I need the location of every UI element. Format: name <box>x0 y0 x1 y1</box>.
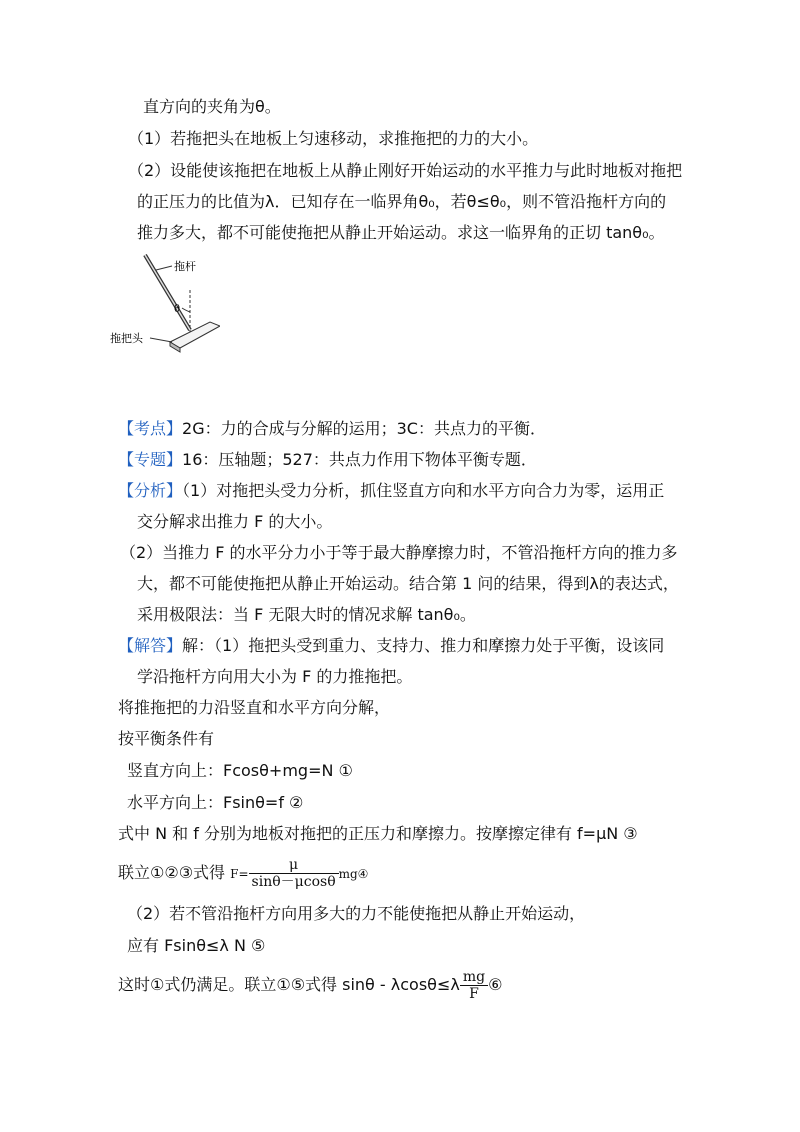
question-1: （1）若拖把头在地板上匀速移动，求推拖把的力的大小。 <box>128 129 539 148</box>
fenxi-line-3: （2）当推力 F 的水平分力小于等于最大静摩擦力时，不管沿拖杆方向的推力多 <box>120 543 678 562</box>
jieda-line-9: （2）若不管沿拖杆方向用多大的力不能使拖把从静止开始运动， <box>127 904 586 923</box>
zhuanti-tag: 【专题】 <box>118 450 183 469</box>
question-2-line-3: 推力多大，都不可能使拖把从静止开始运动。求这一临界角的正切 tanθ₀。 <box>137 223 665 242</box>
fenxi-line-2: 交分解求出推力 F 的大小。 <box>137 512 333 531</box>
angle-arc <box>182 308 190 312</box>
jieda-line-11 <box>118 965 502 1005</box>
mop-diagram-svg <box>110 250 220 365</box>
fenxi-line-5: 采用极限法：当 F 无限大时的情况求解 tanθ₀。 <box>137 605 476 624</box>
jieda-line-8-pre: 联立①②③式得 <box>118 863 226 882</box>
kaodian-tag: 【考点】 <box>118 419 183 438</box>
question-2-line-2: 的正压力的比值为λ．已知存在一临界角θ₀，若θ≤θ₀，则不管沿拖杆方向的 <box>137 192 667 211</box>
question-2-line-1: （2）设能使该拖把在地板上从静止刚好开始运动的水平推力与此时地板对拖把 <box>128 161 683 180</box>
label-rod: 拖杆 <box>174 260 196 273</box>
formula-2-denominator: F <box>469 986 479 1002</box>
label-head: 拖把头 <box>110 332 143 345</box>
formula-fraction-2 <box>460 969 488 1002</box>
fenxi-line-4: 大，都不可能使拖把从静止开始运动。结合第 1 问的结果，得到λ的表达式， <box>137 574 679 593</box>
label-angle: θ <box>174 304 181 315</box>
fenxi-line-1 <box>118 480 664 502</box>
mop-head <box>170 322 220 348</box>
jieda-line-1 <box>118 635 664 657</box>
problem-line-1: 直方向的夹角为θ。 <box>143 97 281 116</box>
jieda-line-7: 式中 N 和 f 分别为地板对拖把的正压力和摩擦力。按摩擦定律有 f=μN ③ <box>118 824 638 843</box>
formula-2-post: ⑥ <box>488 975 503 994</box>
formula-f-lhs: F= <box>230 867 249 881</box>
zhuanti-text: 16：压轴题；527：共点力作用下物体平衡专题． <box>182 450 537 469</box>
jieda-line-2: 学沿拖杆方向用大小为 F 的力推拖把。 <box>137 667 413 686</box>
formula-1-post: mg④ <box>338 867 369 881</box>
fenxi-text-1: （1）对拖把头受力分析，抓住竖直方向和水平方向合力为零，运用正 <box>182 481 665 500</box>
jieda-line-6: 水平方向上：Fsinθ=f ② <box>127 793 304 812</box>
formula-1-numerator: μ <box>249 857 339 874</box>
jieda-tag: 【解答】 <box>118 636 183 655</box>
formula-1-denominator: sinθ－μcosθ <box>251 874 336 890</box>
jieda-line-10: 应有 Fsinθ≤λ N ⑤ <box>127 936 266 955</box>
kaodian-text: 2G：力的合成与分解的运用；3C：共点力的平衡． <box>182 419 546 438</box>
fenxi-tag: 【分析】 <box>118 481 183 500</box>
head-leader-line <box>150 338 172 342</box>
jieda-line-4: 按平衡条件有 <box>118 729 215 748</box>
jieda-line-3: 将推拖把的力沿竖直和水平方向分解， <box>118 698 391 717</box>
jieda-line-5: 竖直方向上：Fcosθ+mg=N ① <box>127 761 353 780</box>
jieda-line-11-pre: 这时①式仍满足。联立①⑤式得 sinθ - λcosθ≤λ <box>118 975 460 994</box>
formula-2-numerator: mg <box>460 969 488 986</box>
kaodian-line <box>118 418 546 440</box>
rod-leader-line <box>156 266 172 270</box>
jieda-line-8 <box>118 853 368 893</box>
zhuanti-line <box>118 449 537 471</box>
jieda-text-1: 解：（1）拖把头受到重力、支持力、推力和摩擦力处于平衡，设该同 <box>182 636 665 655</box>
mop-diagram <box>110 250 220 365</box>
formula-fraction-1 <box>249 857 339 890</box>
